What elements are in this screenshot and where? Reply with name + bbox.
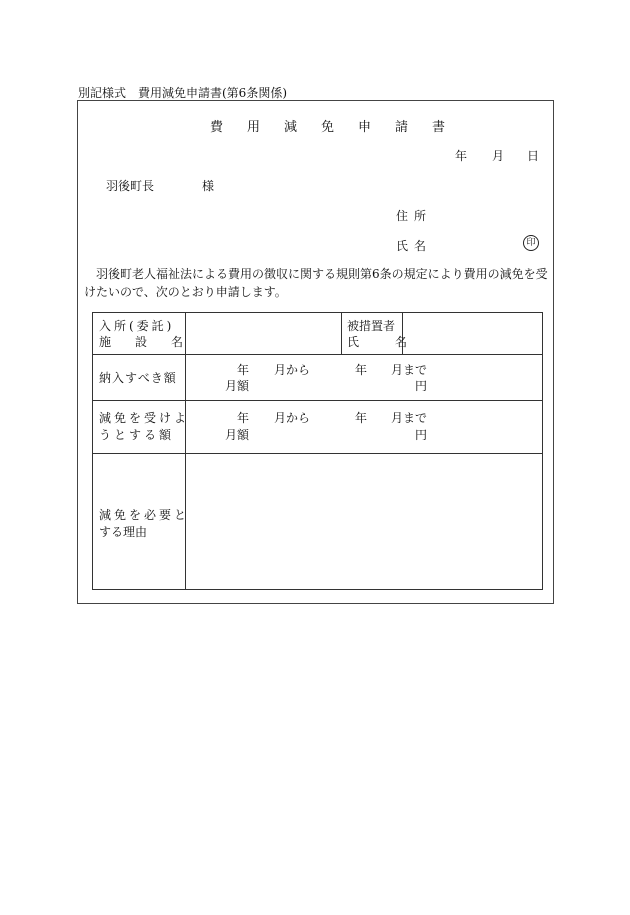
column-divider: [341, 313, 342, 354]
date-day: 日: [527, 149, 540, 163]
request-text: 羽後町老人福祉法による費用の徴収に関する規則第6条の規定により費用の減免を受けたいので、次のとおり申請します。: [84, 267, 548, 299]
addressee: 羽後町長: [106, 179, 155, 193]
form-label: 別記様式 費用減免申請書(第6条関係): [78, 86, 287, 100]
person-label-line2: 氏 名: [347, 335, 408, 349]
reduction-from-year: 年: [237, 411, 250, 425]
payable-from-month: 月から: [274, 363, 311, 377]
date-month: 月: [492, 149, 505, 163]
facility-label-line1: 入所(委託): [99, 319, 175, 333]
address-label: 住所: [396, 209, 433, 223]
reduction-label-line2: うとする額: [99, 428, 175, 442]
reduction-to-month: 月まで: [391, 411, 428, 425]
payable-from-year: 年: [237, 363, 250, 377]
reduction-monthly-label: 月額: [225, 428, 250, 442]
application-table: [92, 312, 543, 590]
payable-label: 納入すべき額: [99, 371, 177, 385]
row-divider: [93, 354, 542, 355]
form-title: 費用減免申請書: [210, 120, 470, 135]
reason-label-line2: する理由: [99, 525, 148, 539]
reason-label-line1: 減免を必要と: [99, 508, 190, 522]
person-name-field[interactable]: [402, 313, 543, 354]
payable-monthly-label: 月額: [225, 379, 250, 393]
reduction-from-month: 月から: [274, 411, 311, 425]
reason-field[interactable]: [185, 453, 543, 590]
honorific: 様: [202, 179, 215, 193]
payable-yen: 円: [415, 379, 428, 393]
seal-mark: 印: [523, 235, 539, 251]
name-label: 氏名: [396, 239, 433, 253]
reduction-label-line1: 減免を受けよ: [99, 411, 190, 425]
reduction-to-year: 年: [355, 411, 368, 425]
payable-to-year: 年: [355, 363, 368, 377]
person-label-line1: 被措置者: [347, 319, 396, 333]
row-divider: [93, 400, 542, 401]
date-year: 年: [455, 149, 468, 163]
facility-label-line2: 施 設 名: [99, 335, 184, 349]
payable-to-month: 月まで: [391, 363, 428, 377]
reduction-yen: 円: [415, 428, 428, 442]
facility-name-field[interactable]: [185, 313, 341, 354]
